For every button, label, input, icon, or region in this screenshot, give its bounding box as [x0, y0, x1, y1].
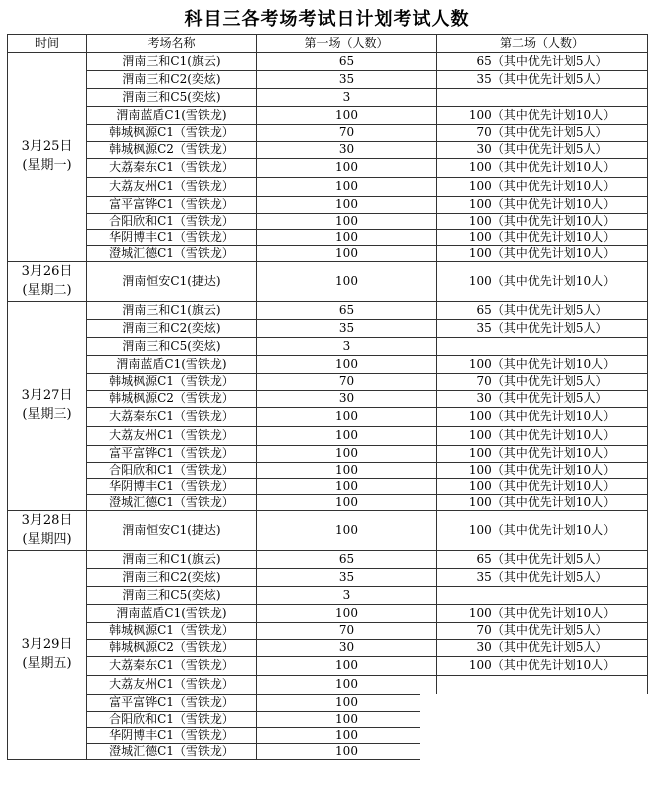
venue-cell: 韩城枫源C2（雪铁龙）: [87, 391, 257, 408]
venue-cell: 富平富铧C1（雪铁龙）: [87, 197, 257, 214]
date-label: 3月28日: [21, 512, 73, 528]
session-2-cell: 35（其中优先计划5人）: [437, 71, 648, 89]
session-1-cell: 100: [257, 356, 437, 374]
table-row: [8, 463, 648, 479]
weekday-label: (星期四): [22, 531, 72, 547]
session-2-cell: 35（其中优先计划5人）: [437, 569, 648, 587]
venue-cell: 大荔秦东C1（雪铁龙）: [87, 657, 257, 676]
venue-cell: 华阴博丰C1（雪铁龙）: [87, 728, 257, 744]
venue-cell: 合阳欣和C1（雪铁龙）: [87, 214, 257, 230]
table-row: [8, 302, 648, 320]
session-1-cell: 100: [257, 230, 437, 246]
session-2-cell: 100（其中优先计划10人）: [437, 463, 648, 479]
session-1-cell: 100: [257, 246, 437, 262]
table-row: [8, 446, 648, 463]
session-2-cell: 30（其中优先计划5人）: [437, 142, 648, 159]
date-cell: [8, 302, 87, 511]
venue-cell: 大荔友州C1（雪铁龙）: [87, 178, 257, 197]
date-label: 3月27日: [21, 388, 73, 404]
venue-cell: 大荔友州C1（雪铁龙）: [87, 676, 257, 695]
session-1-cell: 100: [257, 159, 437, 178]
table-row: [8, 214, 648, 230]
session-2-cell: 100（其中优先计划10人）: [437, 214, 648, 230]
session-1-cell: 100: [257, 511, 437, 551]
venue-cell: 富平富铧C1（雪铁龙）: [87, 446, 257, 463]
session-1-cell: 100: [257, 197, 437, 214]
venue-cell: 渭南三和C2(奕炫): [87, 71, 257, 89]
header-venue: 考场名称: [87, 35, 257, 53]
venue-cell: 合阳欣和C1（雪铁龙）: [87, 712, 257, 728]
venue-cell: 韩城枫源C1（雪铁龙）: [87, 374, 257, 391]
table-row: [8, 587, 648, 605]
table-row: [8, 338, 648, 356]
header-session-2: 第二场（人数）: [437, 35, 648, 53]
session-2-cell: 70（其中优先计划5人）: [437, 125, 648, 142]
page-title: 科目三各考场考试日计划考试人数: [184, 9, 470, 30]
table-row: [8, 125, 648, 142]
session-2-cell: 100（其中优先计划10人）: [437, 605, 648, 623]
session-1-cell: 100: [257, 446, 437, 463]
session-2-cell: [437, 89, 648, 107]
table-row: [8, 142, 648, 159]
table-row: [8, 374, 648, 391]
table-row: [8, 89, 648, 107]
date-cell: [8, 53, 87, 262]
session-1-cell: 35: [257, 320, 437, 338]
table-row: [8, 657, 648, 676]
table-row: [8, 511, 648, 551]
session-2-cell: 100（其中优先计划10人）: [437, 427, 648, 446]
table-row: [8, 605, 648, 623]
venue-cell: 澄城汇德C1（雪铁龙）: [87, 495, 257, 511]
venue-cell: 渭南蓝盾C1(雪铁龙): [87, 605, 257, 623]
table-row: [8, 408, 648, 427]
header-session-1: 第一场（人数）: [257, 35, 437, 53]
session-2-cell: [437, 587, 648, 605]
session-2-cell: 100（其中优先计划10人）: [437, 262, 648, 302]
session-1-cell: 30: [257, 142, 437, 159]
venue-cell: 渭南恒安C1(捷达): [87, 262, 257, 302]
table-row: [8, 391, 648, 408]
weekday-label: (星期一): [22, 158, 72, 173]
table-row: [8, 427, 648, 446]
session-1-cell: 70: [257, 125, 437, 142]
venue-cell: 大荔秦东C1（雪铁龙）: [87, 159, 257, 178]
session-1-cell: 100: [257, 676, 437, 695]
session-1-cell: 70: [257, 623, 437, 640]
table-row: [8, 197, 648, 214]
table-row: [8, 230, 648, 246]
venue-cell: 渭南蓝盾C1(雪铁龙): [87, 107, 257, 125]
schedule-body: [8, 53, 648, 760]
session-2-cell: 65（其中优先计划5人）: [437, 302, 648, 320]
venue-cell: 渭南三和C2(奕炫): [87, 569, 257, 587]
session-1-cell: 65: [257, 302, 437, 320]
venue-cell: 渭南三和C5(奕炫): [87, 338, 257, 356]
venue-cell: 韩城枫源C1（雪铁龙）: [87, 623, 257, 640]
venue-cell: 渭南三和C2(奕炫): [87, 320, 257, 338]
session-1-cell: 70: [257, 374, 437, 391]
date-cell: [8, 551, 87, 760]
session-2-cell: 100（其中优先计划10人）: [437, 230, 648, 246]
venue-cell: 澄城汇德C1（雪铁龙）: [87, 744, 257, 760]
session-1-cell: 100: [257, 107, 437, 125]
header-time: 时间: [8, 35, 87, 53]
venue-cell: 华阴博丰C1（雪铁龙）: [87, 230, 257, 246]
table-row: [8, 356, 648, 374]
venue-cell: 渭南三和C1(旗云): [87, 53, 257, 71]
date-cell: [8, 511, 87, 551]
table-row: [8, 53, 648, 71]
venue-cell: 渭南蓝盾C1(雪铁龙): [87, 356, 257, 374]
session-2-cell: 100（其中优先计划10人）: [437, 159, 648, 178]
blank-corner: [420, 694, 654, 790]
session-1-cell: 100: [257, 495, 437, 511]
venue-cell: 渭南三和C5(奕炫): [87, 587, 257, 605]
session-1-cell: 100: [257, 408, 437, 427]
schedule-table: [7, 34, 648, 760]
session-2-cell: 100（其中优先计划10人）: [437, 657, 648, 676]
session-1-cell: 100: [257, 695, 437, 712]
table-row: [8, 71, 648, 89]
weekday-label: (星期三): [22, 407, 72, 422]
weekday-label: (星期二): [22, 282, 72, 298]
table-row: [8, 479, 648, 495]
table-row: [8, 320, 648, 338]
venue-cell: 渭南三和C1(旗云): [87, 551, 257, 569]
table-row: [8, 640, 648, 657]
venue-cell: 韩城枫源C2（雪铁龙）: [87, 640, 257, 657]
date-cell: [8, 262, 87, 302]
table-row: [8, 246, 648, 262]
session-2-cell: [437, 676, 648, 695]
session-1-cell: 100: [257, 744, 437, 760]
table-row: [8, 569, 648, 587]
table-row: [8, 623, 648, 640]
session-2-cell: 100（其中优先计划10人）: [437, 511, 648, 551]
session-2-cell: 100（其中优先计划10人）: [437, 197, 648, 214]
session-1-cell: 100: [257, 728, 437, 744]
date-label: 3月26日: [21, 263, 73, 279]
venue-cell: 渭南三和C1(旗云): [87, 302, 257, 320]
session-1-cell: 100: [257, 178, 437, 197]
table-row: [8, 551, 648, 569]
session-1-cell: 3: [257, 587, 437, 605]
session-2-cell: 100（其中优先计划10人）: [437, 356, 648, 374]
venue-cell: 华阴博丰C1（雪铁龙）: [87, 479, 257, 495]
session-1-cell: 100: [257, 463, 437, 479]
session-2-cell: 100（其中优先计划10人）: [437, 178, 648, 197]
session-1-cell: 30: [257, 640, 437, 657]
session-2-cell: 100（其中优先计划10人）: [437, 107, 648, 125]
session-1-cell: 65: [257, 551, 437, 569]
venue-cell: 澄城汇德C1（雪铁龙）: [87, 246, 257, 262]
session-2-cell: 35（其中优先计划5人）: [437, 320, 648, 338]
session-2-cell: 100（其中优先计划10人）: [437, 446, 648, 463]
venue-cell: 渭南三和C5(奕炫): [87, 89, 257, 107]
session-1-cell: 3: [257, 338, 437, 356]
session-1-cell: 3: [257, 89, 437, 107]
session-2-cell: 65（其中优先计划5人）: [437, 551, 648, 569]
venue-cell: 渭南恒安C1(捷达): [87, 511, 257, 551]
session-1-cell: 100: [257, 214, 437, 230]
session-2-cell: 30（其中优先计划5人）: [437, 391, 648, 408]
table-row: [8, 495, 648, 511]
weekday-label: (星期五): [22, 656, 72, 671]
session-1-cell: 100: [257, 479, 437, 495]
session-1-cell: 65: [257, 53, 437, 71]
session-2-cell: 100（其中优先计划10人）: [437, 408, 648, 427]
session-2-cell: 70（其中优先计划5人）: [437, 623, 648, 640]
session-2-cell: 30（其中优先计划5人）: [437, 640, 648, 657]
venue-cell: 大荔秦东C1（雪铁龙）: [87, 408, 257, 427]
session-1-cell: 100: [257, 427, 437, 446]
session-1-cell: 35: [257, 569, 437, 587]
venue-cell: 韩城枫源C2（雪铁龙）: [87, 142, 257, 159]
session-2-cell: [437, 338, 648, 356]
session-2-cell: 70（其中优先计划5人）: [437, 374, 648, 391]
table-row: [8, 178, 648, 197]
session-1-cell: 30: [257, 391, 437, 408]
table-row: [8, 159, 648, 178]
session-1-cell: 100: [257, 605, 437, 623]
session-1-cell: 100: [257, 657, 437, 676]
header-row: [8, 35, 648, 53]
date-label: 3月25日: [21, 139, 73, 155]
session-2-cell: 100（其中优先计划10人）: [437, 479, 648, 495]
session-2-cell: 100（其中优先计划10人）: [437, 495, 648, 511]
table-row: [8, 676, 648, 695]
session-1-cell: 100: [257, 262, 437, 302]
table-row: [8, 107, 648, 125]
venue-cell: 大荔友州C1（雪铁龙）: [87, 427, 257, 446]
session-2-cell: 100（其中优先计划10人）: [437, 246, 648, 262]
venue-cell: 韩城枫源C1（雪铁龙）: [87, 125, 257, 142]
session-2-cell: 65（其中优先计划5人）: [437, 53, 648, 71]
date-label: 3月29日: [21, 637, 73, 653]
session-1-cell: 100: [257, 712, 437, 728]
session-1-cell: 35: [257, 71, 437, 89]
venue-cell: 富平富铧C1（雪铁龙）: [87, 695, 257, 712]
venue-cell: 合阳欣和C1（雪铁龙）: [87, 463, 257, 479]
table-row: [8, 262, 648, 302]
